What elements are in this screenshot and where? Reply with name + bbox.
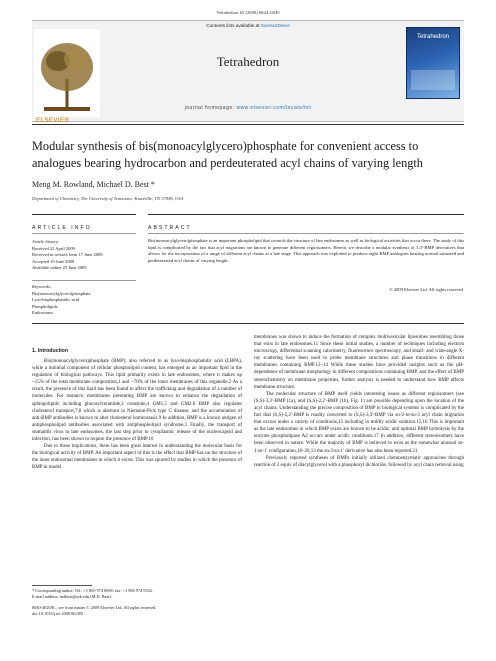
journal-name[interactable]: Tetrahedron bbox=[216, 54, 280, 69]
article-title: Modular synthesis of bis(monoacylglycero)phosphate for convenient access to analogues bearing hydrocarbon and perdeuterated acyl chains of varying length bbox=[32, 139, 423, 170]
abstract-text: Bis(monoacylglycero)phosphate is an important phospholipid that controls the structure of late endosomes as well as biological activities that occur there. The study of this lipid is complicated by the fact that acyl migrations are known to generate different regioisomers. Herein, we describe a modular synthesis of 3,3′-BMP derivatives that allows for the incorporation of a range of different acyl chains at a late stage. This approach was exploited to produce eight BMP analogues bearing normal saturated and perdeuterated acyl chains of varying length. bbox=[148, 238, 464, 264]
abstract-subrule bbox=[148, 233, 464, 234]
keyword: Lyso-bisphosphatidic acid bbox=[32, 297, 80, 303]
issn-line: 0040-4020/$ – see front matter © 2009 Elsevier Ltd. All rights reserved. bbox=[32, 605, 157, 610]
journal-header bbox=[32, 20, 464, 122]
abstract-copyright: © 2009 Elsevier Ltd. All rights reserved. bbox=[389, 287, 464, 292]
paragraph: Previously reported syntheses of BMPs initially utilized chemoenzymatic approaches through reaction of 2 equiv of diacylglycerol with a phosphoryl dichloride, followed by acyl chain removal using bbox=[254, 455, 464, 468]
keyword: Endosomes bbox=[32, 310, 53, 316]
keyword: Bis(monoacylglycero)phosphate bbox=[32, 290, 91, 296]
article-info-heading: ARTICLE INFO bbox=[32, 225, 92, 231]
journal-homepage bbox=[32, 105, 464, 111]
issn-doi bbox=[32, 605, 242, 617]
footnote-rule bbox=[32, 585, 92, 586]
history-label: Article history: bbox=[32, 239, 60, 244]
paragraph: Bis(monoacylglycero)phosphate (BMP), also referred to as lyso-bisphosphatidic acid (LBPA), while a minimal component of cellular phospholipid content, has emerged as an important lipid in the regulation of biological pathways. This lipid primarily exists in late endosomes, where it makes up ~15% of the total membrane composition,1 and ~70% of the inner membranes of this organelle.2 As a result, the presence of this lipid has been found to affect the trafficking and degradation of a number of molecules. For instance, membranes presenting BMP are known to enhance the degradation of sphingolipids including glucosylceramide,3 ceramide,4 GM1,5 and GM2.6 BMP also regulates cholesterol transport,7,8 which is aberrant in Niemann-Pick type C disease, and the accumulation of anti-BMP antibodies is known to alter cholesterol homeostasis.9 In addition, BMP is a known antigen of antiphospholipid antibodies associated with antiphospholipid syndrome.1 Finally, the transport of stomatitis virus to late endosomes, the last step prior to cytoplasmic release of the nucleocapsid and infection, has been shown to require the presence of BMP.10 bbox=[32, 359, 242, 443]
authors: Meng M. Rowland, Michael D. Best * bbox=[32, 180, 155, 189]
history-item: Available online 25 June 2009 bbox=[32, 265, 87, 271]
contents-line bbox=[32, 23, 464, 28]
elsevier-tree-logo bbox=[34, 29, 100, 117]
paragraph: Due to these implications, there has been great interest in understanding the molecular basis for the biological activity of BMP. An important aspect of this is the effect that BMP has on the structure of the inner endosomal membranes in which it exists. This was spurred by studies in which the presence of BMP in model bbox=[32, 444, 242, 471]
sciencedirect-link[interactable]: ScienceDirect bbox=[260, 23, 290, 28]
history-item: Accepted 19 June 2009 bbox=[32, 258, 75, 264]
paragraph: membranes was shown to induce the formation of complex multivesicular liposomes resembling those that exist in late endosomes.11 Since these initial studies, a number of techniques including electron microscopy, differential scanning calorimetry, fluorescence spectroscopy, and small- and wide-angle X-ray scattering have been used to probe membrane structures and phase transitions in different membranes containing BMP.12–14 While these studies have provided insights such as the pH-dependence of membrane morphology in different compositions containing BMP, and the effect of BMP stereochemistry on membrane properties, further analysis is needed to understand how BMP affects membrane structure. bbox=[254, 335, 464, 390]
info-subrule bbox=[32, 233, 136, 234]
header-rule bbox=[32, 124, 464, 125]
doi-link[interactable]: doi:10.1016/j.tet.2009.06.085 bbox=[32, 611, 83, 616]
contents-prefix: Contents lists available at bbox=[206, 23, 261, 28]
right-column bbox=[254, 334, 464, 469]
affiliation: Department of Chemistry, The University of Tennessee, Knoxville, TN 37996, USA bbox=[32, 196, 184, 201]
history-item: Received in revised form 17 June 2009 bbox=[32, 252, 103, 258]
section-heading-introduction: 1. Introduction bbox=[32, 348, 69, 354]
cover-title: Tetrahedron bbox=[416, 34, 450, 40]
keywords-label: Keywords: bbox=[32, 284, 52, 289]
homepage-prefix: journal homepage: bbox=[184, 105, 237, 111]
cover-band bbox=[411, 70, 455, 90]
paragraph: The molecular structure of BMP itself yields interesting issues as different regioisomers (see (S,S)-3,3′-BMP (1a), and (S,S)-2,2′-BMP (1b), Fig. 1) are possible depending upon the location of the acyl chains. Understanding the precise composition of BMP in biological systems is complicated by the fact that (S,S)-2,2′-BMP is readily converted to (S,S)-3,3′-BMP via sn-2-to-sn-3 acyl chain migration that occurs under a variety of conditions,15 including in mildly acidic solution.15,16 This is important as the late endosomes in which BMP exists are known to be acidic, and optimal BMP hydrolysis by the enzyme phospholipase A2 occurs under acidic conditions.17 In addition, different stereoisomers have been observed in nature. While the majority of BMP is believed to exist as the somewhat unusual sn-1:sn-1′ configuration,18–20,13 the sn-3:sn-1′ derivative has also been reported.21 bbox=[254, 391, 464, 454]
journal-cover bbox=[406, 27, 460, 99]
homepage-link[interactable]: www.elsevier.com/locate/tet bbox=[236, 105, 312, 111]
keyword: Phospholipids bbox=[32, 303, 58, 309]
footnote bbox=[32, 588, 242, 600]
publisher-name: ELSEVIER bbox=[36, 118, 70, 124]
keywords bbox=[32, 284, 142, 317]
article-history bbox=[32, 239, 142, 272]
abstract-rule bbox=[148, 214, 464, 215]
body-rule bbox=[32, 323, 464, 324]
corresponding-author: * Corresponding author. Tel.: +1 865 974 8658; fax: +1 865 974 9332. bbox=[32, 588, 154, 593]
history-item: Received 22 April 2009 bbox=[32, 245, 75, 251]
email-address[interactable]: E-mail address: mdbest@utk.edu (M.D. Best). bbox=[32, 594, 112, 599]
keywords-rule bbox=[32, 280, 136, 281]
abstract-heading: ABSTRACT bbox=[148, 225, 192, 231]
left-column bbox=[32, 358, 242, 472]
article-info-rule bbox=[32, 214, 136, 215]
journal-reference: Tetrahedron 65 (2009) 6844–6849 bbox=[216, 10, 280, 15]
